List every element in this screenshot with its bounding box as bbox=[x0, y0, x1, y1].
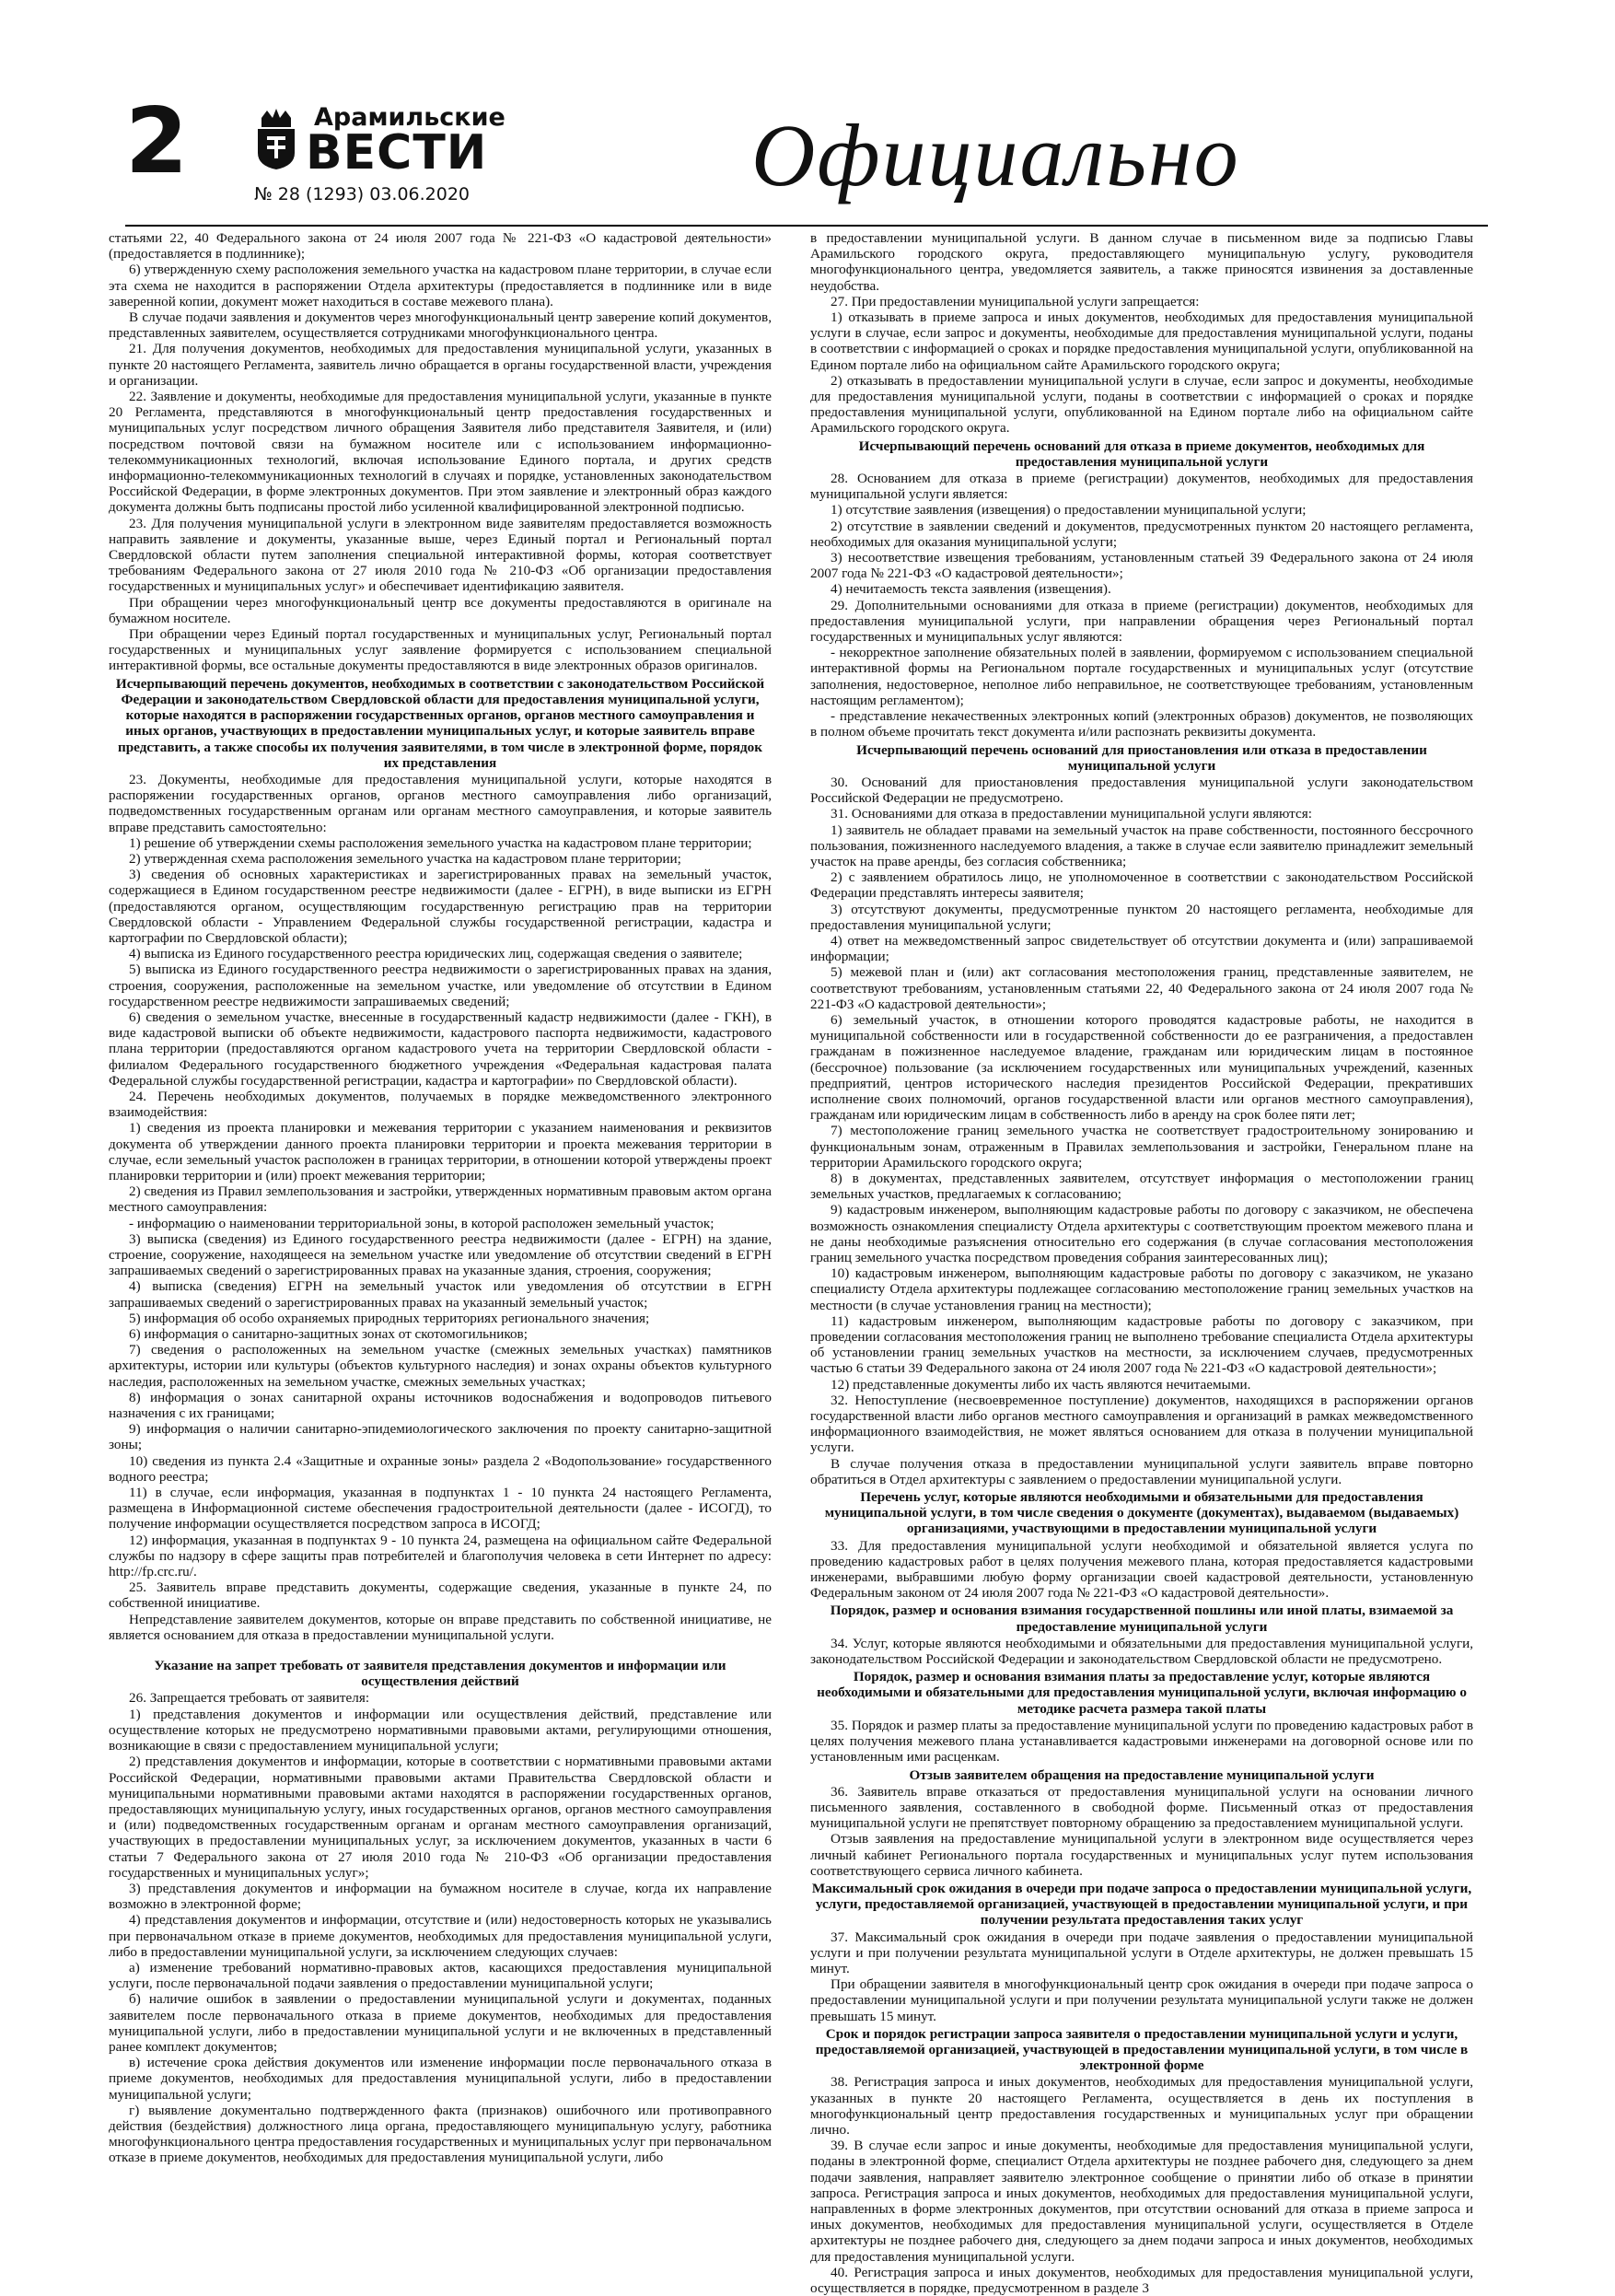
paragraph: 5) межевой план и (или) акт согласования местоположения границ, представленные заявителем, не соответствуют требованиям, установленным статьями 22, 40 Федерального закона от 24 июля 2007 года № 221-ФЗ «О кадастровой деятельности»; bbox=[810, 964, 1473, 1012]
paragraph: 23. Для получения муниципальной услуги в электронном виде заявителям предоставляется возможность направить заявление и документы, указанные выше, через Единый портал и Региональный портал Свердловской области путем заполнения специальной интерактивной формы, которая соответствует требованиям Федерального закона от 27 июля 2010 года № 210-ФЗ «Об организации предоставления государственных и муниципальных услуг» и обеспечивает идентификацию заявителя. bbox=[109, 515, 772, 595]
coat-of-arms-icon bbox=[254, 109, 298, 171]
paragraph: 2) утвержденная схема расположения земельного участка на кадастровом плане территории; bbox=[129, 850, 681, 867]
paragraph: 3) сведения об основных характеристиках и зарегистрированных правах на земельный участок, содержащиеся в Едином государственном реестре недвижимости (далее - ЕГРН), в виде выписки из ЕГРН (предоставляются органом, осуществляющим государственную регистрацию прав на территории Свердловской области - Управлением Федеральной службы государственной регистрации, кадастра и картографии по Свердловской области); bbox=[109, 867, 772, 946]
paragraph: 34. Услуг, которые являются необходимыми и обязательными для предоставления муниципальной услуги, законодательством Российской Федерации и законодательством Свердловской области не предусмотрено. bbox=[810, 1635, 1473, 1668]
paragraph: 8) информация о зонах санитарной охраны источников водоснабжения и водопроводов питьевого назначения с их границами; bbox=[109, 1389, 772, 1422]
paragraph: 40. Регистрация запроса и иных документов, необходимых для предоставления муниципальной услуги, осуществляется в порядке, предусмотренном в разделе 3 bbox=[810, 2264, 1473, 2296]
paragraph: 5) выписка из Единого государственного реестра недвижимости о зарегистрированных правах на здания, строения, сооружения, расположенные на земельном участке, или уведомление об отсутствии в Едином государственном реестре недвижимости запрашиваемых сведений; bbox=[109, 962, 772, 1009]
paragraph: 5) информация об особо охраняемых природных территориях регионального значения; bbox=[129, 1310, 650, 1326]
paragraph: 38. Регистрация запроса и иных документов, необходимых для предоставления муниципальной услуги, указанных в пункте 20 настоящего Регламента, осуществляется в день их поступления в многофункциональный центр предоставления государственных и муниципальных услуг при обращении лично. bbox=[810, 2074, 1473, 2138]
paragraph: 6) сведения о земельном участке, внесенные в государственный кадастр недвижимости (далее - ГКН), в виде кадастровой выписки об объекте недвижимости, кадастрового паспорта недвижимости, кадастрового плана территории (предоставляются органом кадастрового учета на территории Свердловской области - филиалом Федерального государственного бюджетного учреждения «Федеральная кадастровая палата Федеральной службы государственной регистрации, кадастра и картографии» по Свердловской области). bbox=[109, 1008, 772, 1089]
paragraph: - некорректное заполнение обязательных полей в заявлении, формируемом с использованием специальной интерактивной формы на Региональном портале государственных и муниципальных услуг (отсутствие заполнения, недостоверное, неполное либо неправильное, не соответствующее требованиям, установленным настоящим регламентом); bbox=[810, 645, 1473, 708]
paragraph: 4) нечитаемость текста заявления (извещения). bbox=[831, 581, 1111, 598]
paragraph: 3) отсутствуют документы, предусмотренные пунктом 20 настоящего регламента, необходимые для предоставления муниципальной услуги; bbox=[810, 901, 1473, 933]
header-divider bbox=[125, 225, 1488, 227]
paragraph: 4) выписка (сведения) ЕГРН на земельный участок или уведомления об отсутствии в ЕГРН запрашиваемых сведений о зарегистрированных правах на указанный земельный участок; bbox=[109, 1278, 772, 1311]
paragraph: Непредставление заявителем документов, которые он вправе представить по собственной инициативе, не является основанием для отказа в предоставлении муниципальной услуги. bbox=[109, 1611, 772, 1643]
paragraph: 1) заявитель не обладает правами на земельный участок на праве собственности, постоянного бессрочного пользования, пожизненного наследуемого владения, а также в случае если заявителю принадлежит земельный участок на праве аренды, без согласия собственника; bbox=[810, 822, 1473, 869]
paragraph: 23. Документы, необходимые для предоставления муниципальной услуги, которые находятся в распоряжении государственных органов, органов местного самоуправления либо организаций, подведомственных государственным органам или органам местного самоуправления, и которые заявитель вправе представить самостоятельно: bbox=[109, 771, 772, 835]
paragraph: 6) утвержденную схему расположения земельного участка на кадастровом плане территории, в случае если эта схема не находится в распоряжении Отдела архитектуры (предоставляется в подлиннике или в виде заверенной копии, документ может находиться в составе межевого плана). bbox=[109, 262, 772, 309]
section-heading: Перечень услуг, которые являются необходимыми и обязательными для предоставления муниципальной услуги, в том числе сведения о документе (документах), выдаваемом (выдаваемых) организациями, участвующими в предоставлении муниципальной услуги bbox=[824, 1489, 1459, 1537]
paragraph: 3) выписка (сведения) из Единого государственного реестра недвижимости (далее - ЕГРН) на здание, строение, сооружение, находящееся на земельном участке или уведомление об отсутствии сведений в ЕГРН запрашиваемых сведений о зарегистрированных правах на указанные здания, строения, сооружения; bbox=[109, 1230, 772, 1279]
paragraph: 8) в документах, представленных заявителем, отсутствует информация о местоположении границ земельных участков, предлагаемых к согласованию; bbox=[810, 1170, 1473, 1203]
paragraph: в) истечение срока действия документов или изменение информации после первоначального отказа в приеме документов, необходимых для предоставления муниципальной услуги, либо в предоставлении муниципальной услуги; bbox=[109, 2055, 772, 2103]
paragraph: 2) отказывать в предоставлении муниципальной услуги в случае, если запрос и документы, необходимые для предоставления муниципальной услуги, поданы в соответствии с информацией о сроках и порядке предоставления муниципальной услуги, опубликованной на Едином портале либо на официальном сайте Арамильского городского округа. bbox=[810, 372, 1473, 437]
paragraph: 28. Основанием для отказа в приеме (регистрации) документов, необходимых для предоставления муниципальной услуги является: bbox=[810, 471, 1473, 503]
masthead bbox=[125, 89, 1506, 234]
paragraph: а) изменение требований нормативно-правовых актов, касающихся предоставления муниципальной услуги, после первоначальной подачи заявления о предоставлении муниципальной услуги; bbox=[109, 1959, 772, 1992]
paragraph: При обращении через многофункциональный центр все документы предоставляются в оригинале на бумажном носителе. bbox=[109, 594, 772, 626]
logo-main-text: ВЕСТИ bbox=[306, 125, 488, 181]
paragraph: 10) сведения из пункта 2.4 «Защитные и охранные зоны» раздела 2 «Водопользование» государственного водного реестра; bbox=[109, 1452, 772, 1485]
paragraph: 30. Оснований для приостановления предоставления муниципальной услуги законодательством Российской Федерации не предусмотрено. bbox=[810, 774, 1473, 807]
paragraph: 1) решение об утверждении схемы расположения земельного участка на кадастровом плане территории; bbox=[129, 834, 752, 851]
section-heading: Максимальный срок ожидания в очереди при подаче запроса о предоставлении муниципальной услуги, услуги, предоставляемой организацией, участвующей в предоставлении муниципальной услуги, и при получении результата предоставления таких услуг bbox=[811, 1880, 1472, 1929]
logo-top-text: Арамильские bbox=[314, 103, 505, 132]
paragraph: 6) земельный участок, в отношении которого проводятся кадастровые работы, не находится в муниципальной собственности или в государственной собственности до ее разграничения, а предоставлен гражданам в пожизненное наследуемое владение, гражданам или юридическим лицам в постоянное (бессрочное) пользование (за исключением государственных или муниципальных учреждений, казенных предприятий, центров исторического наследия президентов Российской Федерации, прекративших исполнение своих полномочий, органов государственной власти или органов местного самоуправления), гражданам или юридическим лицам в собственность либо в аренду на срок более пяти лет; bbox=[810, 1011, 1473, 1124]
section-heading: Отзыв заявителем обращения на предоставление муниципальной услуги bbox=[909, 1766, 1375, 1783]
paragraph: Отзыв заявления на предоставление муниципальной услуги в электронном виде осуществляется через личный кабинет Регионального портала государственных и муниципальных услуг путем использования соответствующего сервиса личного кабинета. bbox=[810, 1831, 1473, 1879]
paragraph: 1) отказывать в приеме запроса и иных документов, необходимых для предоставления муниципальной услуги в случае, если запрос и документы, необходимые для предоставления муниципальной услуги, поданы в соответствии с информацией о сроках и порядке предоставления муниципальной услуги, опубликованной на Едином портале либо на официальном сайте Арамильского городского округа; bbox=[810, 309, 1473, 373]
paragraph: 10) кадастровым инженером, выполняющим кадастровые работы по договору с заказчиком, не указано специалисту Отдела архитектуры подлежащее согласованию местоположение границ земельных участков на местности (в случае установления границ на местности); bbox=[810, 1265, 1473, 1313]
paragraph: 35. Порядок и размер платы за предоставление муниципальной услуги по проведению кадастровых работ в целях получения межевого плана устанавливается кадастровыми инженерами на договорной основе или по установленным ими расценкам. bbox=[810, 1717, 1473, 1766]
paragraph: б) наличие ошибок в заявлении о предоставлении муниципальной услуги и документах, поданных заявителем после первоначального отказа в приеме документов, необходимых для предоставления муниципальной услуги, либо в предоставлении муниципальной услуги и не включенных в представленный ранее комплект документов; bbox=[109, 1991, 772, 2055]
section-heading: Срок и порядок регистрации запроса заявителя о предоставлении муниципальной услуги и услуги, предоставляемой организацией, участвующей в предоставлении муниципальной услуги, в том числе в электронной форме bbox=[815, 2025, 1469, 2074]
paragraph: 4) ответ на межведомственный запрос свидетельствует об отсутствии документа и (или) запрашиваемой информации; bbox=[810, 932, 1473, 965]
paragraph: 1) сведения из проекта планировки и межевания территории с указанием наименования и реквизитов документа об утверждении данного проекта планировки территории и проекта межевания территории в случае, если земельный участок расположен в границах территории, в отношении которой утверждены проект планировки территории и (или) проект межевания территории; bbox=[109, 1120, 772, 1183]
paragraph: 11) в случае, если информация, указанная в подпунктах 1 - 10 пункта 24 настоящего Регламента, размещена в Информационной системе обеспечения градостроительной деятельности (далее - ИСОГД), то получение информации осуществляется посредством запроса в ИСОГД; bbox=[109, 1485, 772, 1533]
paragraph: 2) сведения из Правил землепользования и застройки, утвержденных нормативным правовым актом органа местного самоуправления: bbox=[109, 1183, 772, 1216]
paragraph: 1) отсутствие заявления (извещения) о предоставлении муниципальной услуги; bbox=[831, 502, 1307, 519]
paragraph: 2) с заявлением обратилось лицо, не уполномоченное в соответствии с законодательством Российской Федерации представлять интересы заявителя; bbox=[810, 869, 1473, 902]
section-heading: Указание на запрет требовать от заявителя представления документов и информации или осуществления действий bbox=[154, 1658, 726, 1690]
paragraph: г) выявление документально подтвержденного факта (признаков) ошибочного или противоправного действия (бездействия) должностного лица органа, предоставляющего муниципальную услугу, работника многофункционального центра предоставления государственных и муниципальных услуг при первоначальном отказе в приеме документов, необходимых для предоставления муниципальной услуги, либо bbox=[109, 2102, 772, 2166]
paragraph: 7) сведения о расположенных на земельном участке (смежных земельных участках) памятников архитектуры, истории или культуры (объектов культурного наследия) и зонах охраны объектов культурного наследия, расположенных на земельном участке, смежных земельных участках; bbox=[109, 1342, 772, 1390]
paragraph: 4) представления документов и информации, отсутствие и (или) недостоверность которых не указывались при первоначальном отказе в приеме документов, необходимых для предоставления муниципальной услуги, либо в предоставлении муниципальной услуги, за исключением следующих случаев: bbox=[109, 1912, 772, 1960]
paragraph: 3) несоответствие извещения требованиям, установленным статьей 39 Федерального закона от 24 июля 2007 года № 221-ФЗ «О кадастровой деятельности»; bbox=[810, 550, 1473, 582]
paragraph: 25. Заявитель вправе представить документы, содержащие сведения, указанные в пункте 24, по собственной инициативе. bbox=[109, 1579, 772, 1612]
paragraph: 33. Для предоставления муниципальной услуги необходимой и обязательной является услуга по проведению кадастровых работ в целях получения межевого плана, которая предоставляется кадастровыми инженерами, выбравшими любую форму организации своей кадастровой деятельности, установленную Федеральным законом от 24 июля 2007 года № 221-ФЗ «О кадастровой деятельности». bbox=[810, 1537, 1473, 1602]
paragraph: - представление некачественных электронных копий (электронных образов) документов, не позволяющих в полном объеме прочитать текст документа и/или распознать реквизиты документа. bbox=[810, 708, 1473, 740]
paragraph: 11) кадастровым инженером, выполняющим кадастровые работы по договору с заказчиком, при проведении согласования местоположения границ не выполнено требование специалиста Отдела архитектуры об установлении границ земельных участков на местности, за исключением случаев, предусмотренных частью 6 статьи 39 Федерального закона от 24 июля 2007 года № 221-ФЗ «О кадастровой деятельности»; bbox=[810, 1312, 1473, 1377]
paragraph: 2) отсутствие в заявлении сведений и документов, предусмотренных пунктом 20 настоящего регламента, необходимых для оказания муниципальной услуги; bbox=[810, 518, 1473, 550]
paragraph: 22. Заявление и документы, необходимые для предоставления муниципальной услуги, указанные в пункте 20 Регламента, представляются в многофункциональный центр предоставления государственных и муниципальных услуг посредством личного обращения Заявителя либо представителя Заявителя, и (или) посредством почтовой связи на бумажном носителе или с использованием информационно-телекоммуникационных технологий, включая использование Единого портала, и других средств информационно-телекоммуникационных технологий в случаях и порядке, установленных законодательством Российской Федерации, в форме электронных документов. При этом заявление и электронный образ каждого документа должны быть подписаны простой либо усиленной квалифицированной электронной подписью. bbox=[109, 389, 772, 516]
issue-number: № 28 (1293) 03.06.2020 bbox=[254, 184, 471, 204]
left-column bbox=[109, 230, 772, 2261]
paragraph: 3) представления документов и информации на бумажном носителе в случае, когда их направление возможно в электронной форме; bbox=[109, 1880, 772, 1913]
paragraph: 1) представления документов и информации или осуществления действий, представление или осуществление которых не предусмотрено нормативными правовыми актами, регулирующими отношения, возникающие в связи с предоставлением муниципальной услуги; bbox=[109, 1706, 772, 1754]
right-column bbox=[810, 230, 1473, 2296]
paragraph: 31. Основаниями для отказа в предоставлении муниципальной услуги являются: bbox=[831, 806, 1312, 822]
section-heading: Порядок, размер и основания взимания государственной пошлины или иной платы, взимаемой за предоставление муниципальной услуги bbox=[830, 1603, 1454, 1635]
paragraph: 26. Запрещается требовать от заявителя: bbox=[129, 1690, 370, 1707]
paragraph: 27. При предоставлении муниципальной услуги запрещается: bbox=[831, 293, 1200, 309]
paragraph: в предоставлении муниципальной услуги. В данном случае в письменном виде за подписью Главы Арамильского городского округа, предоставляющего муниципальную услугу, руководителя многофункционального центра, уведомляется заявитель, а также приносятся извинения за доставленные неудобства. bbox=[810, 230, 1473, 294]
paragraph: 9) кадастровым инженером, выполняющим кадастровые работы по договору с заказчиком, не обеспечена возможность ознакомления специалисту Отдела архитектуры с соответствующим проектом межевого плана и не даны необходимые разъяснения относительно его содержания (в случае согласования местоположения границ земельного участка посредством проведения собрания заинтересованных лиц); bbox=[810, 1202, 1473, 1265]
paragraph: 12) представленные документы либо их часть являются нечитаемыми. bbox=[831, 1376, 1251, 1393]
section-heading: Исчерпывающий перечень оснований для отказа в приеме документов, необходимых для предоставления муниципальной услуги bbox=[858, 437, 1425, 470]
paragraph: В случае подачи заявления и документов через многофункциональный центр заверение копий документов, представленных заявителем, осуществляется сотрудниками многофункционального центра. bbox=[109, 309, 772, 342]
section-title: Официально bbox=[751, 106, 1240, 204]
paragraph: 29. Дополнительными основаниями для отказа в приеме (регистрации) документов, необходимых для предоставления муниципальной услуги, при направлении обращения через Региональный портал государственных и муниципальных услуг являются: bbox=[810, 597, 1473, 646]
paragraph: 36. Заявитель вправе отказаться от предоставления муниципальной услуги на основании личного письменного заявления, составленного в свободной форме. Письменный отказ от предоставления муниципальной услуги не препятствует повторному обращению за предоставлением муниципальной услуги. bbox=[810, 1783, 1473, 1832]
page-number: 2 bbox=[125, 89, 189, 194]
paragraph: 39. В случае если запрос и иные документы, необходимые для предоставления муниципальной услуги, поданы в электронной форме, специалист Отдела архитектуры не позднее рабочего дня, следующего за днем подачи заявления, направляет заявителю электронное сообщение о принятии либо об отказе в принятии запроса. Регистрация запроса и иных документов, необходимых для предоставления муниципальной услуги, направленных в форме электронных документов, при отсутствии оснований для отказа в приеме запроса и иных документов, необходимых для предоставления муниципальной услуги, осуществляется в Отделе архитектуры не позднее рабочего дня, следующего за днем подачи запроса и иных документов, необходимых для предоставления муниципальной услуги. bbox=[810, 2138, 1473, 2265]
paragraph: При обращении заявителя в многофункциональный центр срок ожидания в очереди при подаче запроса о предоставлении муниципальной услуги и при получении результата муниципальной услуги также не должен превышать 15 минут. bbox=[810, 1976, 1473, 2024]
section-heading: Порядок, размер и основания взимания платы за предоставление услуг, которые являются необходимыми и обязательными для предоставления муниципальной услуги, включая информацию о методике расчета размера такой платы bbox=[817, 1669, 1467, 1717]
section-heading: Исчерпывающий перечень оснований для приостановления или отказа в предоставлении муниципальной услуги bbox=[856, 741, 1427, 774]
paragraph: 24. Перечень необходимых документов, получаемых в порядке межведомственного электронного взаимодействия: bbox=[109, 1088, 772, 1121]
paragraph: 21. Для получения документов, необходимых для предоставления муниципальной услуги, указанных в пункте 20 настоящего Регламента, заявитель лично обращается в органы государственной власти, учреждения и организации. bbox=[109, 341, 772, 389]
paragraph: - информацию о наименовании территориальной зоны, в которой расположен земельный участок; bbox=[129, 1215, 715, 1231]
paragraph: 2) представления документов и информации, которые в соответствии с нормативными правовыми актами Российской Федерации, нормативными правовыми актами Правительства Свердловской области и муниципальными нормативными правовыми актами находятся в распоряжении государственных органов, предоставляющих муниципальную услугу, иных государственных органов, органов местного самоуправления и (или) подведомственных государственным органам и органам местного самоуправления организаций, участвующих в предоставлении муниципальных услуг, за исключением документов, указанных в части 6 статьи 7 Федерального закона от 27 июля 2010 года № 210-ФЗ «Об организации предоставления государственных и муниципальных услуг»; bbox=[109, 1754, 772, 1881]
paragraph: 6) информация о санитарно-защитных зонах от скотомогильников; bbox=[129, 1326, 528, 1343]
paragraph: 4) выписка из Единого государственного реестра юридических лиц, содержащая сведения о заявителе; bbox=[129, 946, 743, 962]
section-heading: Исчерпывающий перечень документов, необходимых в соответствии с законодательством Российской Федерации и законодательством Свердловской области для предоставления муниципальной услуги, которые находятся в распоряжении государственных органов, органов местного самоуправления и иных органов, участвующих в предоставлении муниципальных услуг, и которые заявитель вправе представить, а также способы их получения заявителями, в том числе в электронной форме, порядок их представления bbox=[115, 675, 765, 771]
paragraph: 37. Максимальный срок ожидания в очереди при подаче заявления о предоставлении муниципальной услуги и при получении результата муниципальной услуги в Отделе архитектуры, не должен превышать 15 минут. bbox=[810, 1929, 1473, 1976]
paragraph: 12) информация, указанная в подпунктах 9 - 10 пункта 24, размещена на официальном сайте Федеральной службы по надзору в сфере защиты прав потребителей и благополучия человека в сети Интернет по адресу: http://fp.crc.ru/. bbox=[109, 1532, 772, 1580]
paragraph: статьями 22, 40 Федерального закона от 24 июля 2007 года № 221-ФЗ «О кадастровой деятельности» (предоставляется в подлиннике); bbox=[109, 230, 772, 262]
paragraph: В случае получения отказа в предоставлении муниципальной услуги заявитель вправе повторно обратиться в Отдел архитектуры с заявлением о предоставлении муниципальной услуги. bbox=[810, 1455, 1473, 1487]
paragraph: 9) информация о наличии санитарно-эпидемиологического заключения по проекту санитарно-защитной зоны; bbox=[109, 1421, 772, 1453]
paragraph: При обращении через Единый портал государственных и муниципальных услуг, Региональный портал государственных и муниципальных услуг заявление формируется с использованием специальной интерактивной формы, все остальные документы предоставляются в виде электронных образов оригиналов. bbox=[109, 626, 772, 674]
paragraph: 32. Непоступление (несвоевременное поступление) документов, находящихся в распоряжении органов государственной власти либо органов местного самоуправления и организаций в рамках межведомственного информационного взаимодействия, не может являться основанием для отказа в получении муниципальной услуги. bbox=[810, 1392, 1473, 1456]
paragraph: 7) местоположение границ земельного участка не соответствует градостроительному зонированию и функциональным зонам, отраженным в Правилах землепользования и застройки, Генеральном плане на территории Арамильского городского округа; bbox=[810, 1123, 1473, 1171]
